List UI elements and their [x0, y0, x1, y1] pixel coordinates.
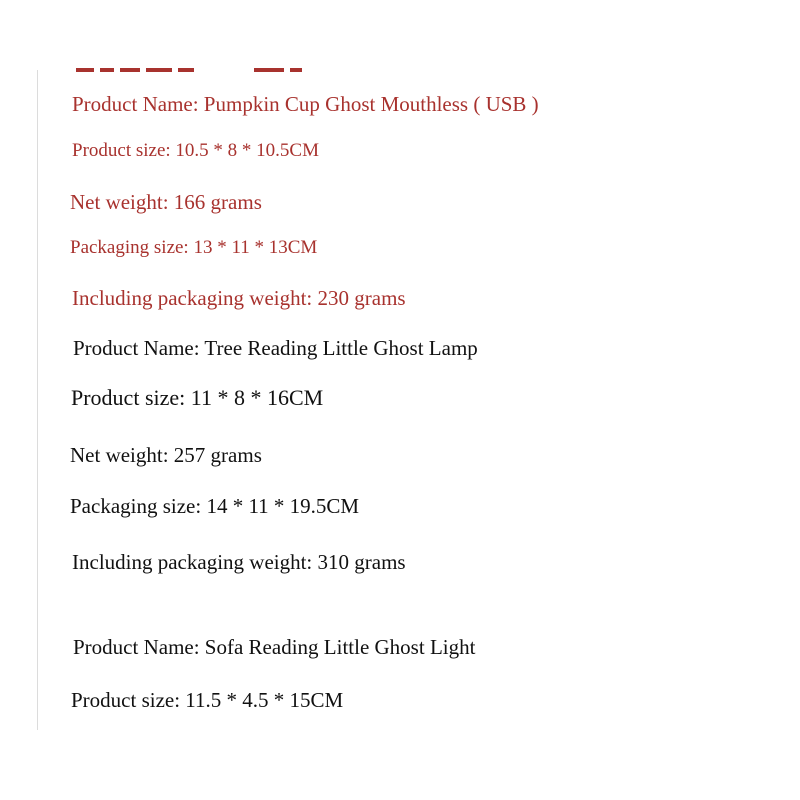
product-2-packaged-weight: Including packaging weight: 310 grams	[72, 550, 406, 574]
product-1-packaged-weight: Including packaging weight: 230 grams	[72, 286, 406, 310]
product-2-name: Product Name: Tree Reading Little Ghost Lamp	[73, 336, 478, 360]
cropped-heading-fragment	[76, 68, 366, 76]
product-3-size: Product size: 11.5 * 4.5 * 15CM	[71, 688, 344, 712]
page-left-border	[37, 70, 38, 730]
product-2-size: Product size: 11 * 8 * 16CM	[71, 385, 324, 410]
product-3-name: Product Name: Sofa Reading Little Ghost Light	[73, 635, 476, 659]
product-2-net-weight: Net weight: 257 grams	[70, 443, 262, 467]
product-1-net-weight: Net weight: 166 grams	[70, 190, 262, 214]
product-1-size: Product size: 10.5 * 8 * 10.5CM	[72, 140, 319, 161]
product-1-packaging-size: Packaging size: 13 * 11 * 13CM	[70, 237, 318, 258]
product-2-packaging-size: Packaging size: 14 * 11 * 19.5CM	[70, 494, 360, 518]
product-1-name: Product Name: Pumpkin Cup Ghost Mouthless ( USB )	[72, 92, 539, 116]
